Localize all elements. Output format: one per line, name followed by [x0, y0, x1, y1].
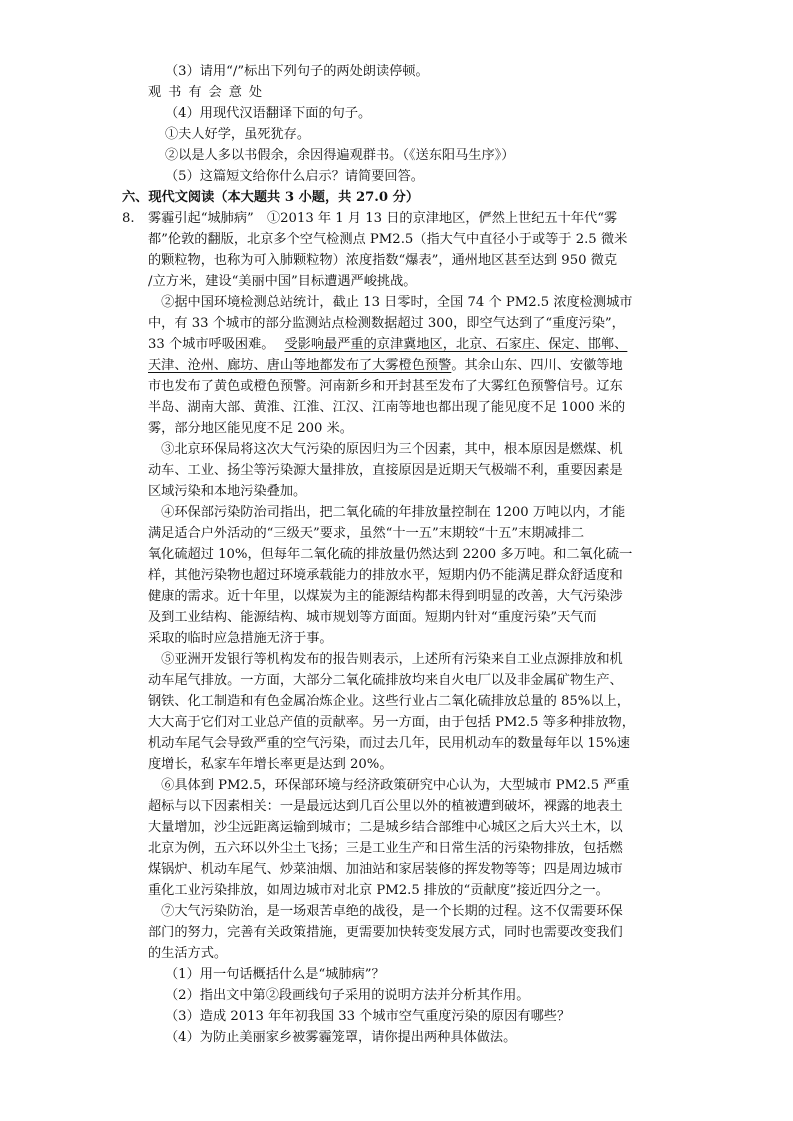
question-4-item-2: ②以是人多以书假余，余因得遍观群书。（《送东阳马生序》） — [165, 148, 515, 163]
article-line: 煤锅炉、机动车尾气、炒菜油烟、加油站和家居装修的挥发物等等；四是周边城市 — [148, 862, 623, 877]
question-4: （4）用现代汉语翻译下面的句子。 — [165, 106, 372, 121]
question-number: 8. — [122, 211, 135, 226]
article-line: ⑦大气污染防治，是一场艰苦卓绝的战役，是一个长期的过程。这不仅需要环保 — [148, 904, 623, 919]
article-line: 半岛、湖南大部、黄淮、江淮、江汉、江南等地也都出现了能见度不足 1000 米的 — [148, 400, 626, 415]
article-line: /立方米，建设“美丽中国”目标遭遇严峻挑战。 — [148, 274, 417, 289]
article-line: 区域污染和本地污染叠加。 — [148, 484, 307, 499]
article-line: 大量增加，沙尘远距离运输到城市；二是城乡结合部维中心城区之后大兴土木，以 — [148, 820, 623, 835]
section-heading: 六、现代文阅读（本大题共 3 小题，共 27.0 分） — [122, 190, 420, 205]
article-text: 33 个城市呼吸困难。 — [148, 337, 275, 352]
question-3: （3）请用“/”标出下列句子的两处朗读停顿。 — [165, 64, 429, 79]
article-line: 健康的需求。近十年里，以煤炭为主的能源结构都未得到明显的改善，大气污染涉 — [148, 589, 623, 604]
article-line: 雾霾引起“城肺病” ①2013 年 1 月 13 日的京津地区，俨然上世纪五十年代“雾 — [148, 211, 618, 226]
article-line: 度增长，私家车年增长率更是达到 20%。 — [148, 757, 393, 772]
article-line-with-underline — [148, 357, 623, 375]
question-5: （5）这篇短文给你什么启示？请简要回答。 — [165, 169, 424, 184]
sub-question-4: （4）为防止美丽家乡被雾霾笼罩，请你提出两种具体做法。 — [165, 1030, 517, 1045]
article-line: 雾，部分地区能见度不足 200 米。 — [148, 421, 353, 436]
underlined-sentence-part-1: 受影响最严重的京津冀地区，北京、石家庄、保定、邯郸、 — [284, 337, 628, 352]
article-line: 市也发布了黄色或橙色预警。河南新乡和开封甚至发布了大雾红色预警信号。辽东 — [148, 379, 623, 394]
article-line: 样，其他污染物也超过环境承载能力的排放水平，短期内仍不能满足群众舒适度和 — [148, 568, 623, 583]
article-text: 。其余山东、四川、安徽等地 — [451, 358, 623, 373]
article-line: ③北京环保局将这次大气污染的原因归为三个因素，其中，根本原因是燃煤、机 — [148, 442, 623, 457]
article-line: 北京为例，五六环以外尘土飞扬；三是工业生产和日常生活的污染物排放，包括燃 — [148, 841, 623, 856]
sub-question-3: （3）造成 2013 年年初我国 33 个城市空气重度污染的原因有哪些？ — [165, 1009, 571, 1024]
article-line: ⑤亚洲开发银行等机构发布的报告则表示，上述所有污染来自工业点源排放和机 — [148, 652, 623, 667]
article-line-with-underline — [148, 336, 627, 354]
article-line: 钢铁、化工制造和有色金属冶炼企业。这些行业占二氧化硫排放总量的 85%以上， — [148, 694, 630, 709]
article-line: 机动车尾气会导致严重的空气污染，而过去几年，民用机动车的数量每年以 15%速 — [148, 736, 630, 751]
article-line: 重化工业污染排放，如周边城市对北京 PM2.5 排放的“贡献度”接近四分之一。 — [148, 883, 609, 898]
article-line: 的颗粒物，也称为可入肺颗粒物）浓度指数“爆表”，通州地区甚至达到 950 微克 — [148, 253, 618, 268]
article-line: 部门的努力，完善有关政策措施，更需要加快转变发展方式，同时也需要改变我们 — [148, 925, 623, 940]
question-3-sentence: 观书有会意处 — [148, 85, 270, 100]
sub-question-2: （2）指出文中第②段画线句子采用的说明方法并分析其作用。 — [165, 988, 530, 1003]
sub-question-1: （1）用一句话概括什么是“城肺病”？ — [165, 967, 385, 982]
question-4-item-1: ①夫人好学，虽死犹存。 — [165, 127, 311, 142]
article-line: 都”伦敦的翻版，北京多个空气检测点 PM2.5（指大气中直径小于或等于 2.5 微米 — [148, 232, 628, 247]
article-line: ⑥具体到 PM2.5，环保部环境与经济政策研究中心认为，大型城市 PM2.5 严重 — [148, 778, 630, 793]
article-line: 氧化硫超过 10%，但每年二氧化硫的排放量仍然达到 2200 多万吨。和二氧化硫一 — [148, 547, 633, 562]
article-line: 的生活方式。 — [148, 946, 228, 961]
article-line: 动车、工业、扬尘等污染源大量排放，直接原因是近期天气极端不利，重要因素是 — [148, 463, 623, 478]
article-line: 中，有 33 个城市的部分监测站点检测数据超过 300，即空气达到了“重度污染”， — [148, 316, 625, 331]
article-line: ④环保部污染防治司指出，把二氧化硫的年排放量控制在 1200 万吨以内，才能 — [148, 505, 626, 520]
underlined-sentence-part-2: 天津、沧州、廊坊、唐山等地都发布了大雾橙色预警 — [148, 358, 452, 373]
article-line: 动车尾气排放。一方面，大部分二氧化硫排放均来自火电厂以及非金属矿物生产、 — [148, 673, 623, 688]
article-line: 采取的临时应急措施无济于事。 — [148, 631, 333, 646]
article-line: ②据中国环境检测总站统计，截止 13 日零时，全国 74 个 PM2.5 浓度检测城市 — [148, 295, 633, 310]
article-line: 满足适合户外活动的“三级天”要求，虽然“十一五”末期较“十五”末期减排二 — [148, 526, 585, 541]
article-line: 大大高于它们对工业总产值的贡献率。另一方面，由于包括 PM2.5 等多种排放物， — [148, 715, 635, 730]
article-line: 及到工业结构、能源结构、城市规划等方面面。短期内针对“重度污染”天气而 — [148, 610, 597, 625]
article-line: 超标与以下因素相关：一是最远达到几百公里以外的植被遭到破坏，裸露的地表土 — [148, 799, 623, 814]
